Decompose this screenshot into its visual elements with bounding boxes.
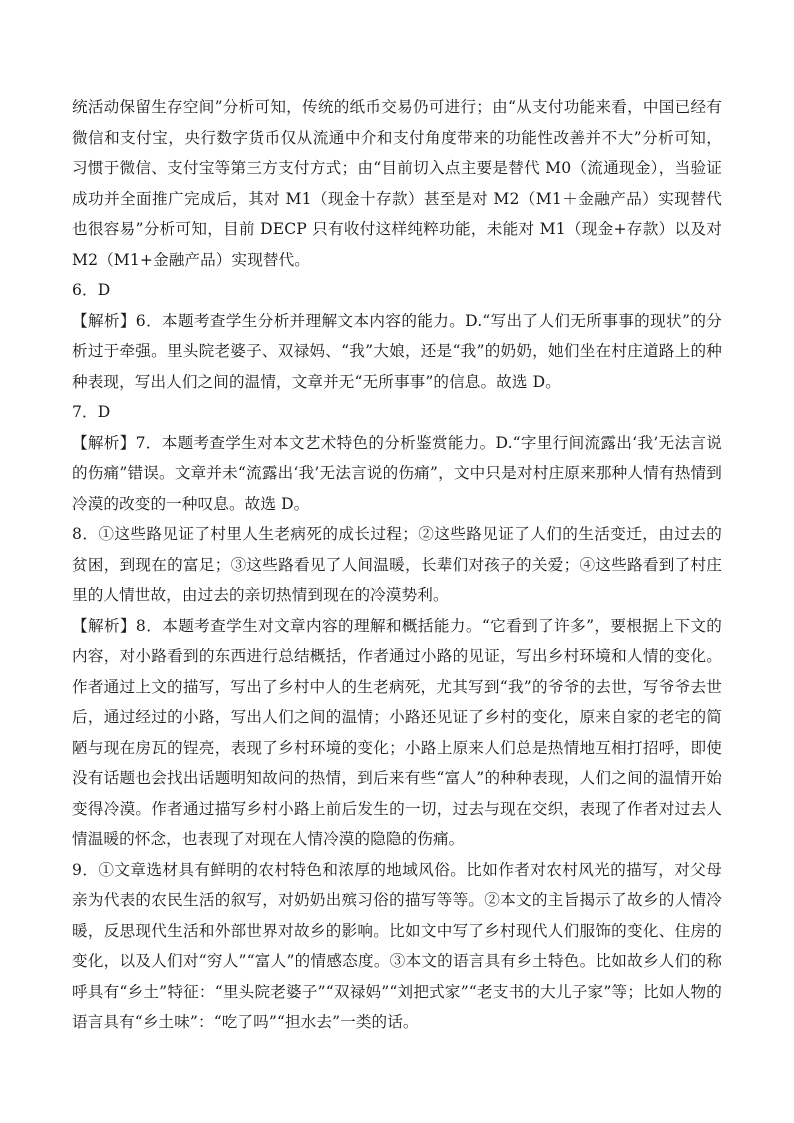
answer-9: 9．①文章选材具有鲜明的农村特色和浓厚的地域风俗。比如作者对农村风光的描写，对父母亲为代表的农民生活的叙写，对奶奶出殡习俗的描写等等。②本文的主旨揭示了故乡的人情冷暖，反思现代生活和外部世界对故乡的影响。比如文中写了乡村现代人们服饰的变化、住房的变化，以及人们对“穷人”“富人”的情感态度。③本文的语言具有乡土特色。比如故乡人们的称呼具有“乡土”特征：“里头院老婆子”“双禄妈”“刘把式家”“老支书的大儿子家”等；比如人物的语言具有“乡土味”：“吃了吗”“担水去”一类的话。 bbox=[72, 860, 722, 1031]
answer-6: 6．D bbox=[72, 281, 111, 299]
analysis-8: 【解析】8．本题考查学生对文章内容的理解和概括能力。“它看到了许多”，要根据上下文的内容，对小路看到的东西进行总结概括，作者通过小路的见证，写出乡村环境和人情的变化。作者通过上文的描写，写出了乡村中人的生老病死，尤其写到“我”的爷爷的去世，写爷爷去世后，通过经过的小路，写出人们之间的温情；小路还见证了乡村的变化，原来自家的老宅的简陋与现在房瓦的锃亮，表现了乡村环境的变化；小路上原来人们总是热情地互相打招呼，即使没有话题也会找出话题明知故问的热情，到后来有些“富人”的种种表现，人们之间的温情开始变得冷漠。作者通过描写乡村小路上前后发生的一切，过去与现在交织，表现了作者对过去人情温暖的怀念，也表现了对现在人情冷漠的隐隐的伤痛。 bbox=[72, 616, 722, 848]
analysis-7: 【解析】7．本题考查学生对本文艺术特色的分析鉴赏能力。D.“字里行间流露出‘我’无法言说的伤痛”错误。文章并未“流露出‘我’无法言说的伤痛”，文中只是对村庄原来那种人情有热情到冷漠的改变的一种叹息。故选 D。 bbox=[72, 433, 722, 513]
paragraph-continuation: 统活动保留生存空间”分析可知，传统的纸币交易仍可进行；由“从支付功能来看，中国已经有微信和支付宝，央行数字货币仅从流通中介和支付角度带来的功能性改善并不大”分析可知，习惯于微信、支付宝等第三方支付方式；由“目前切入点主要是替代 M0（流通现金），当验证成功并全面推广完成后，其对 M1（现金十存款）甚至是对 M2（M1＋金融产品）实现替代也很容易”分析可知，目前 DECP 只有收付这样纯粹功能，未能对 M1（现金+存款）以及对 M2（M1+金融产品）实现替代。 bbox=[72, 98, 722, 269]
answer-8: 8．①这些路见证了村里人生老病死的成长过程；②这些路见证了人们的生活变迁，由过去的贫困，到现在的富足；③这些路看见了人间温暖，长辈们对孩子的关爱；④这些路看到了村庄里的人情世故，由过去的亲切热情到现在的冷漠势利。 bbox=[72, 525, 722, 604]
answer-7: 7．D bbox=[72, 403, 111, 421]
analysis-6: 【解析】6．本题考查学生分析并理解文本内容的能力。D.“写出了人们无所事事的现状”的分析过于牵强。里头院老婆子、双禄妈、“我”大娘，还是“我”的奶奶，她们坐在村庄道路上的种种表现，写出人们之间的温情，文章并无“无所事事”的信息。故选 D。 bbox=[72, 311, 722, 391]
document-body bbox=[72, 92, 722, 1038]
